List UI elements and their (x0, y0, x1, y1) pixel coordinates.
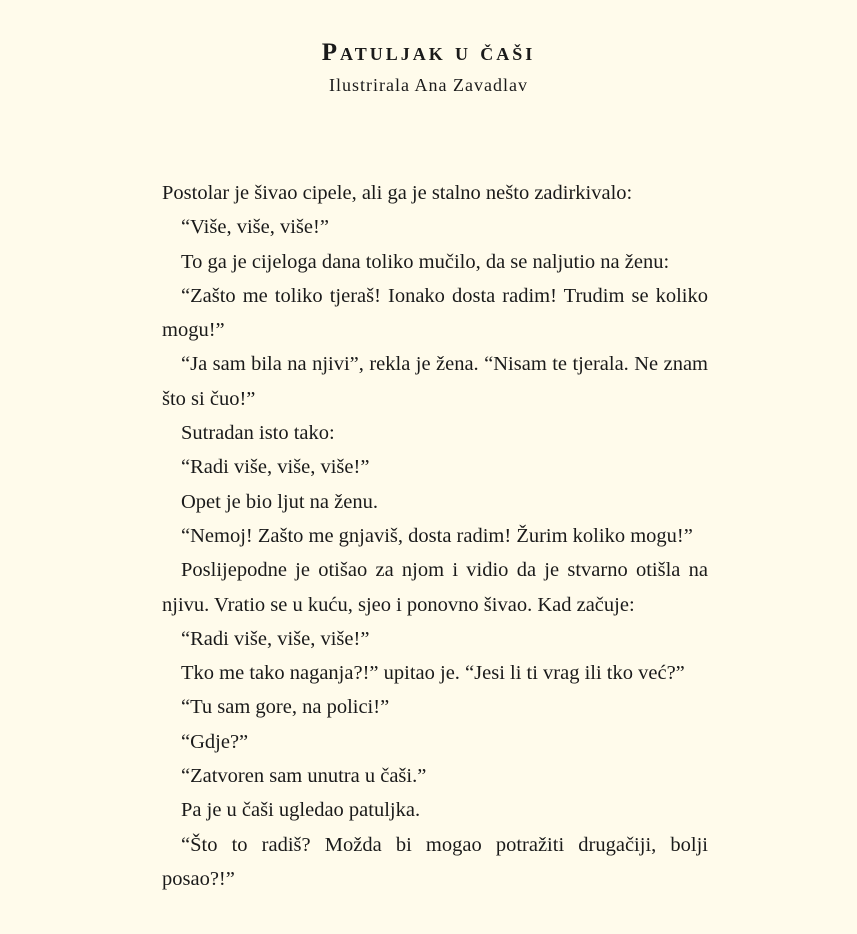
paragraph: “Ja sam bila na njivi”, rekla je žena. “Nisam te tjerala. Ne znam što si čuo!” (162, 353, 708, 410)
paragraph: “Radi više, više, više!” (181, 456, 370, 479)
paragraph: Tko me tako naganja?!” upitao je. “Jesi li ti vrag ili tko već?” (181, 662, 685, 685)
paragraph: “Gdje?” (181, 730, 249, 753)
paragraph: “Zatvoren sam unutra u čaši.” (181, 765, 427, 788)
page-header (0, 38, 857, 96)
paragraph: Pa je u čaši ugledao patuljka. (181, 799, 421, 822)
paragraph: Sutradan isto tako: (181, 422, 335, 445)
story-title: Patuljak u čaši (321, 39, 536, 66)
paragraph: Postolar je šivao cipele, ali ga je stalno nešto zadirkivalo: (162, 182, 633, 204)
illustrator-credit: Ilustrirala Ana Zavadlav (329, 75, 528, 95)
paragraph: “Tu sam gore, na polici!” (181, 696, 390, 719)
story-text (162, 176, 708, 896)
paragraph: “Nemoj! Zašto me gnjaviš, dosta radim! Žurim koliko mogu!” (181, 524, 693, 547)
paragraph: “Radi više, više, više!” (181, 627, 370, 650)
paragraph: “Više, više, više!” (181, 216, 329, 239)
paragraph: “Zašto me toliko tjeraš! Ionako dosta radim! Trudim se koliko mogu!” (162, 284, 708, 342)
paragraph: “Što to radiš? Možda bi mogao potražiti drugačiji, bolji posao?!” (162, 833, 708, 890)
paragraph: Poslijepodne je otišao za njom i vidio da je stvarno otišla na njivu. Vratio se u kuću, sjeo i ponovno šivao. Kad začuje: (162, 559, 708, 616)
paragraph: To ga je cijeloga dana toliko mučilo, da se naljutio na ženu: (181, 250, 670, 273)
paragraph: Opet je bio ljut na ženu. (181, 490, 378, 513)
